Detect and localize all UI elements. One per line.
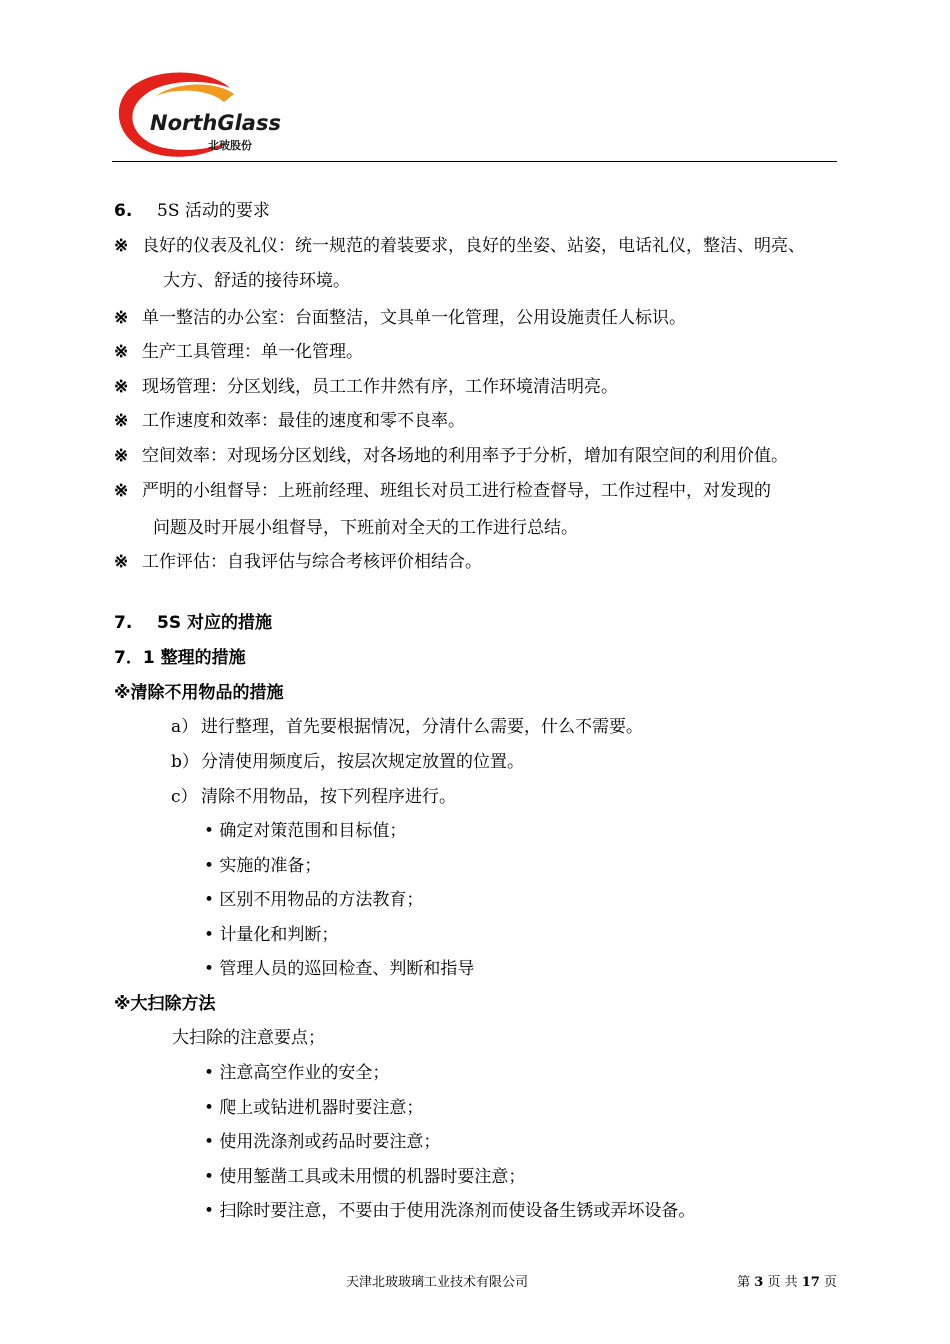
step-label: a） — [171, 717, 199, 737]
step-text: 清除不用物品，按下列程序进行。 — [201, 787, 456, 807]
logo-subtext: 北玻股份 — [208, 139, 252, 152]
block-title: ※清除不用物品的措施 — [114, 683, 284, 703]
requirement-item: 空间效率：对现场分区划线，对各场地的利用率予于分析，增加有限空间的利用价值。 — [142, 446, 788, 466]
bullet-symbol: ※ — [114, 446, 129, 466]
page-current: 3 — [754, 1275, 764, 1290]
step-text: 进行整理，首先要根据情况，分清什么需要，什么不需要。 — [201, 717, 643, 737]
bullet-symbol: ※ — [114, 552, 129, 572]
list-item: • 爬上或钻进机器时要注意； — [204, 1098, 424, 1118]
requirement-item: 工作评估：自我评估与综合考核评价相结合。 — [142, 552, 482, 572]
bullet-symbol: ※ — [114, 308, 129, 328]
requirement-item: 严明的小组督导：上班前经理、班组长对员工进行检查督导，工作过程中，对发现的 — [142, 481, 771, 501]
step-label: b） — [171, 752, 199, 772]
requirement-item-cont: 大方、舒适的接待环境。 — [163, 271, 350, 291]
logo-swoosh-icon — [112, 66, 312, 160]
list-item: • 注意高空作业的安全； — [204, 1063, 390, 1083]
bullet-symbol: ※ — [114, 377, 129, 397]
step-label: c） — [171, 787, 198, 807]
requirement-item: 工作速度和效率：最佳的速度和零不良率。 — [142, 411, 465, 431]
bullet-symbol: ※ — [114, 481, 129, 501]
subsection-title: 7．1 整理的措施 — [114, 648, 246, 668]
list-item: • 实施的准备； — [204, 856, 322, 876]
section-6-number: 6. — [114, 201, 133, 221]
page-mid: 页 共 — [767, 1275, 798, 1290]
bullet-symbol: ※ — [114, 236, 129, 256]
list-item: • 扫除时要注意，不要由于使用洗涤剂而使设备生锈或弄坏设备。 — [204, 1201, 696, 1221]
requirement-item: 单一整洁的办公室：台面整洁，文具单一化管理，公用设施责任人标识。 — [142, 308, 686, 328]
page-suffix: 页 — [823, 1275, 837, 1290]
block-title: ※大扫除方法 — [114, 994, 216, 1014]
requirement-item-cont: 问题及时开展小组督导，下班前对全天的工作进行总结。 — [153, 518, 578, 538]
northglass-logo — [112, 66, 312, 160]
logo-wordmark: NorthGlass — [150, 111, 281, 135]
section-6-title: 5S 活动的要求 — [157, 201, 270, 221]
block-intro: 大扫除的注意要点； — [172, 1028, 325, 1048]
footer-page-number — [737, 1274, 837, 1292]
bullet-symbol: ※ — [114, 411, 129, 431]
requirement-item: 良好的仪表及礼仪：统一规范的着装要求，良好的坐姿、站姿，电话礼仪，整洁、明亮、 — [142, 236, 805, 256]
page-prefix: 第 — [737, 1275, 751, 1290]
section-7-title: 5S 对应的措施 — [157, 613, 272, 633]
list-item: • 使用洗涤剂或药品时要注意； — [204, 1132, 441, 1152]
list-item: • 确定对策范围和目标值； — [204, 821, 407, 841]
step-text: 分清使用频度后，按层次规定放置的位置。 — [201, 752, 524, 772]
section-7-number: 7. — [114, 613, 133, 633]
page-total: 17 — [801, 1275, 820, 1290]
header-divider — [112, 161, 837, 162]
list-item: • 管理人员的巡回检查、判断和指导 — [204, 959, 475, 979]
list-item: • 区别不用物品的方法教育； — [204, 890, 424, 910]
footer-company: 天津北玻玻璃工业技术有限公司 — [346, 1275, 529, 1290]
list-item: • 计量化和判断； — [204, 925, 339, 945]
requirement-item: 现场管理：分区划线，员工工作井然有序，工作环境清洁明亮。 — [142, 377, 618, 397]
list-item: • 使用錾凿工具或未用惯的机器时要注意； — [204, 1167, 526, 1187]
requirement-item: 生产工具管理：单一化管理。 — [142, 342, 363, 362]
bullet-symbol: ※ — [114, 342, 129, 362]
